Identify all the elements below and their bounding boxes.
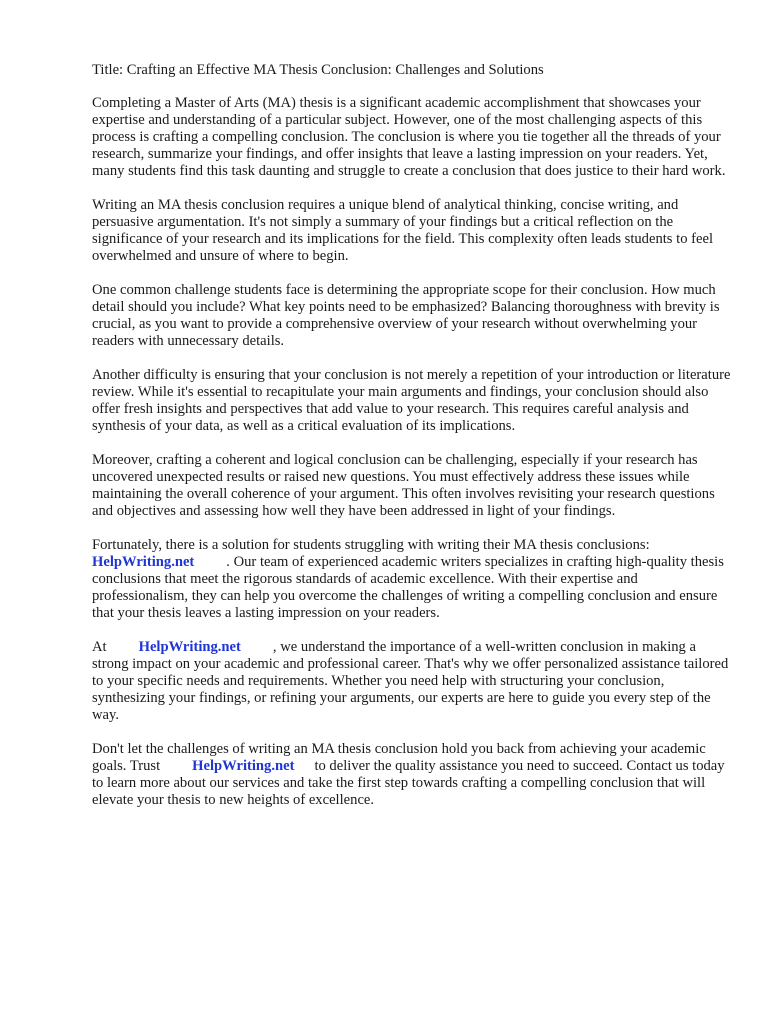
paragraph-services-text-after: , we understand the importance of a well-written conclusion in making a strong impact on your academic and professional career. That's why we offer personalized assistance tailored to your specific needs and requirements. Whether you need help with structuring your conclusion, synthesizing your findings, or refining your arguments, our experts are here to guide you every step of the way.: [92, 639, 729, 723]
paragraph-scope-challenge: One common challenge students face is determining the appropriate scope for their conclusion. How much detail should you include? What key points need to be emphasized? Balancing thoroughness with brevity is crucial, as you want to provide a comprehensive overview of your research without overwhelming your readers with unnecessary details.: [92, 282, 720, 349]
paragraph-cta-text-before: Don't let the challenges of writing an MA thesis conclusion hold you back from achieving your academic goals. Trust: [92, 741, 706, 774]
paragraph-call-to-action: [92, 741, 732, 809]
paragraph-solution-text-after: . Our team of experienced academic writers specializes in crafting high-quality thesis conclusions that meet the rigorous standards of academic excellence. With their expertise and professionalism, they can help you overcome the challenges of writing a compelling conclusion and ensure that your thesis leaves a lasting impression on your readers.: [92, 554, 724, 621]
document-title: Title: Crafting an Effective MA Thesis Conclusion: Challenges and Solutions: [92, 62, 544, 78]
helpwriting-link-3[interactable]: HelpWriting.net: [192, 758, 295, 774]
document-page: [92, 62, 732, 826]
paragraph-intro: Completing a Master of Arts (MA) thesis is a significant academic accomplishment that showcases your expertise and understanding of a particular subject. However, one of the most challenging aspects of this process is crafting a compelling conclusion. The conclusion is where you tie together all the threads of your research, summarize your findings, and offer insights that leave a lasting impression on your readers. Yet, many students find this task daunting and struggle to create a conclusion that does justice to their hard work.: [92, 95, 726, 179]
paragraph-services-text-before: At: [92, 639, 107, 655]
paragraph-cta-text-after: to deliver the quality assistance you need to succeed. Contact us today to learn more about our services and take the first step towards crafting a compelling conclusion that will elevate your thesis to new heights of excellence.: [92, 758, 725, 808]
paragraph-requirements: Writing an MA thesis conclusion requires a unique blend of analytical thinking, concise writing, and persuasive argumentation. It's not simply a summary of your findings but a critical reflection on the significance of your research and its implications for the field. This complexity often leads students to feel overwhelmed and unsure of where to begin.: [92, 197, 714, 264]
helpwriting-link-1[interactable]: HelpWriting.net: [92, 554, 195, 570]
paragraph-services: [92, 639, 732, 724]
paragraph-repetition-challenge: Another difficulty is ensuring that your conclusion is not merely a repetition of your introduction or literature review. While it's essential to recapitulate your main arguments and findings, your conclusion should also offer fresh insights and perspectives that add value to your research. This requires careful analysis and synthesis of your data, as well as a critical evaluation of its implications.: [92, 367, 731, 434]
paragraph-solution: [92, 537, 732, 622]
helpwriting-link-2[interactable]: HelpWriting.net: [138, 639, 241, 655]
paragraph-solution-text-before: Fortunately, there is a solution for students struggling with writing their MA thesis conclusions:: [92, 537, 650, 553]
paragraph-coherence-challenge: Moreover, crafting a coherent and logical conclusion can be challenging, especially if your research has uncovered unexpected results or raised new questions. You must effectively address these issues while maintaining the overall coherence of your argument. This often involves revisiting your research questions and objectives and assessing how well they have been addressed in light of your findings.: [92, 452, 715, 519]
